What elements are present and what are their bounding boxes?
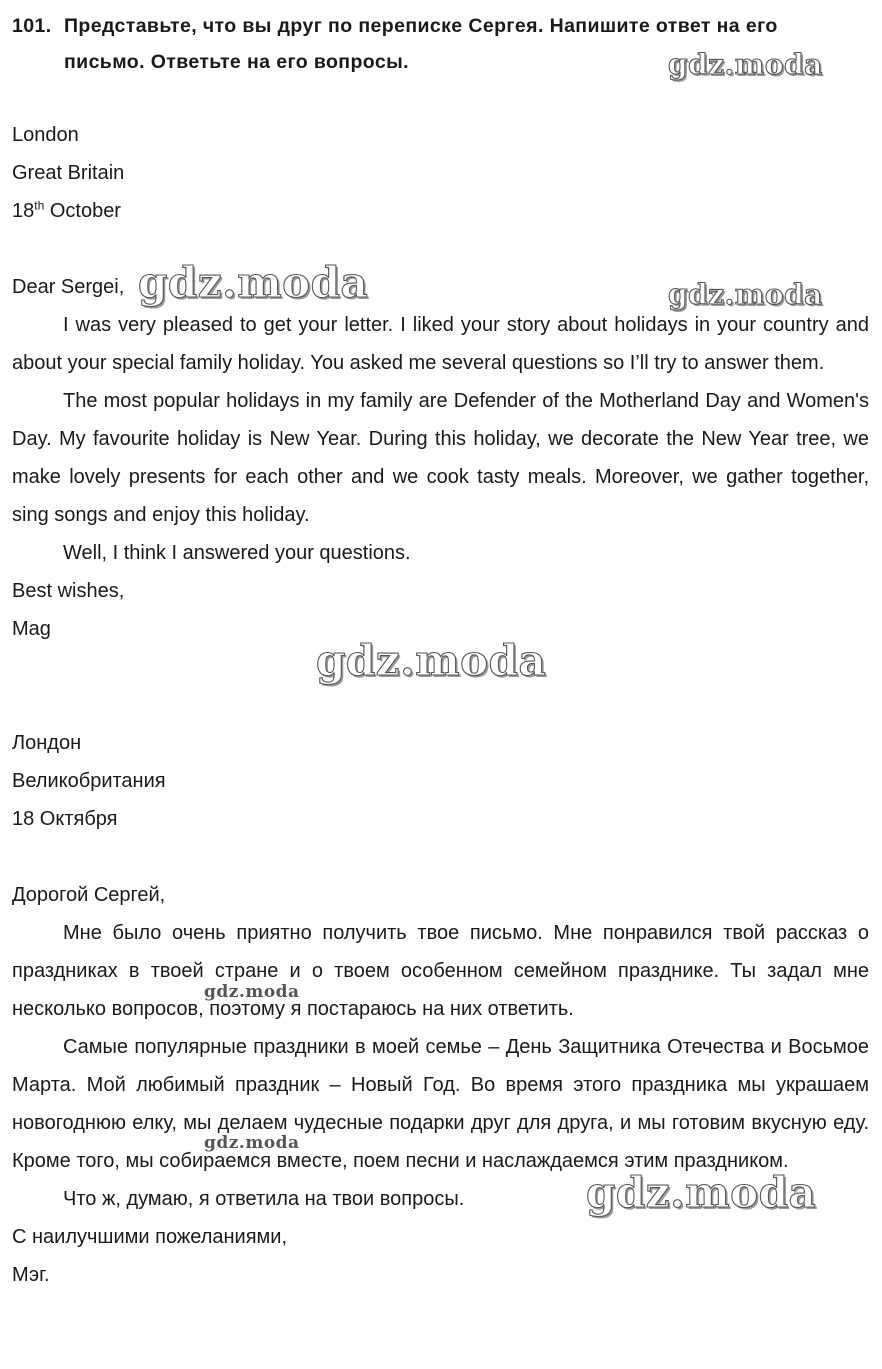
sender-country: Great Britain [12,162,125,184]
sender-city: London [12,124,79,146]
task-line-1: Представьте, что вы друг по переписке Сергея. Напишите ответ на его [64,15,778,37]
english-letter [12,116,869,648]
task-number: 101. [12,15,52,37]
letter-paragraph: Well, I think I answered your questions. [63,542,411,564]
letter-greeting: Dear Sergei, [12,276,125,298]
letter-paragraph: Самые популярные праздники в моей семье – День Защитника Отечества и Восьмое Марта. Мой любимый праздник – Новый Год. Во время этого праздника мы украшаем новогоднюю елку, мы делаем чудесные подарки друг для друга, и мы готовим вкусную еду. Кроме того, мы собираемся вместе, поем песни и наслаждаемся этим праздником. [12,1036,869,1172]
letter-paragraph: Мне было очень приятно получить твое письмо. Мне понравился твой рассказ о праздниках в твоей стране и о твоем особенном семейном празднике. Ты задал мне несколько вопросов, поэтому я постараюсь на них ответить. [12,922,869,1020]
watermark: gdz.moda [586,1168,817,1217]
date-month: October [49,200,121,222]
watermark: gdz.moda [668,278,823,311]
date-day: 18 [12,200,35,222]
letter-closing: С наилучшими пожеланиями, [12,1226,288,1248]
date-suffix: th [34,198,45,213]
letter-date [12,192,869,230]
watermark: gdz.moda [204,1133,300,1153]
sender-country: Великобритания [12,770,166,792]
task-line-2: письмо. Ответьте на его вопросы. [64,51,409,73]
letter-paragraph: Что ж, думаю, я ответила на твои вопросы. [63,1188,465,1210]
letter-date: 18 Октября [12,808,118,830]
watermark: gdz.moda [316,636,547,685]
letter-paragraph: I was very pleased to get your letter. I liked your story about holidays in your country and about your special family holiday. You asked me several questions so I’ll try to answer them. [12,314,869,374]
letter-signature: Mag [12,618,51,640]
watermark: gdz.moda [668,48,823,81]
sender-city: Лондон [12,732,82,754]
letter-closing: Best wishes, [12,580,125,602]
letter-paragraph: The most popular holidays in my family are Defender of the Motherland Day and Women's Day. My favourite holiday is New Year. During this holiday, we decorate the New Year tree, we make lovely presents for each other and we cook tasty meals. Moreover, we gather together, sing songs and enjoy this holiday. [12,390,869,526]
watermark: gdz.moda [138,258,369,307]
letter-signature: Мэг. [12,1264,50,1286]
watermark: gdz.moda [204,982,300,1002]
letter-greeting: Дорогой Сергей, [12,884,166,906]
